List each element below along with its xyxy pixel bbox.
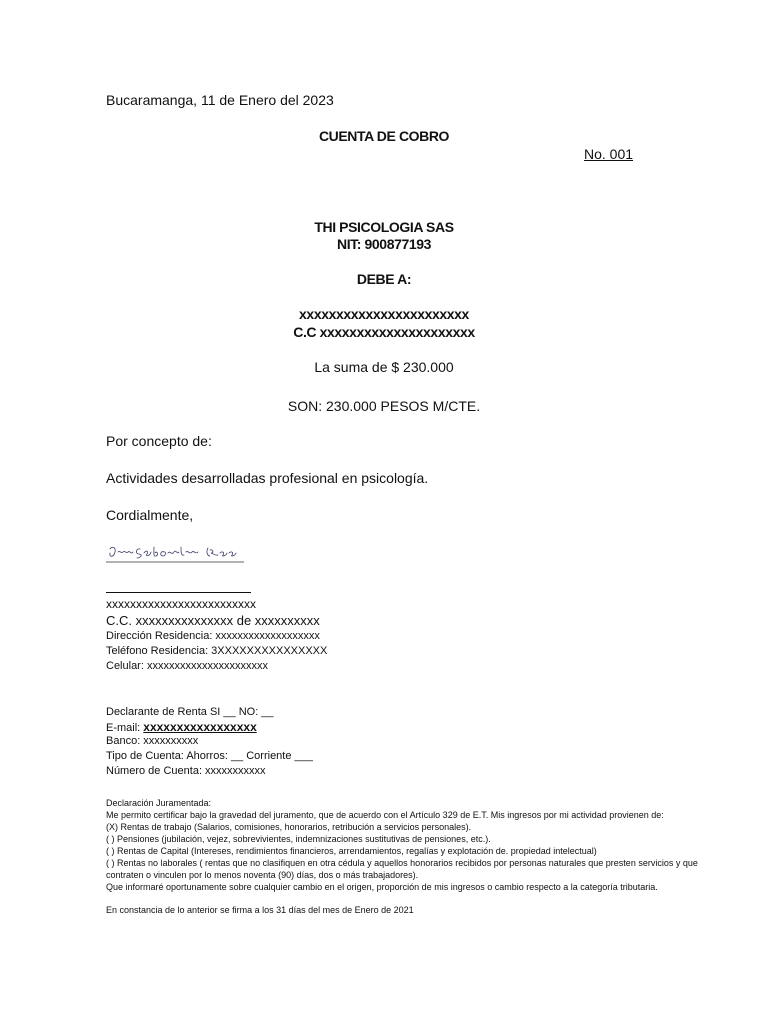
document-title: CUENTA DE COBRO xyxy=(318,128,450,144)
signer-cell: Celular: xxxxxxxxxxxxxxxxxxxxxx xyxy=(106,660,268,672)
concept-label: Por concepto de: xyxy=(106,433,212,449)
signer-cc: C.C. xxxxxxxxxxxxxxx de xxxxxxxxxx xyxy=(106,613,320,628)
declaration-line: contraten o vinculen por lo menos noventa (90) días, dos o más trabajadores). xyxy=(106,870,419,880)
declaration-line: ( ) Rentas no laborales ( rentas que no clasifiquen en otra cédula y aquellos honorarios recibidos por personas naturales que presten servicios y que xyxy=(106,858,698,868)
signer-phone: Teléfono Residencia: 3XXXXXXXXXXXXXXX xyxy=(106,645,328,657)
creditor-cc: C.C xxxxxxxxxxxxxxxxxxxxx xyxy=(293,324,475,340)
declaration-title: Declaración Juramentada: xyxy=(106,798,212,808)
concept-description: Actividades desarrolladas profesional en psicología. xyxy=(106,470,429,486)
amount-sum: La suma de $ 230.000 xyxy=(314,359,454,375)
closing: Cordialmente, xyxy=(106,507,194,523)
creditor-name: xxxxxxxxxxxxxxxxxxxxxxx xyxy=(299,306,469,322)
debtor-name: THI PSICOLOGIA SAS xyxy=(314,219,454,235)
declaration-line: Que informaré oportunamente sobre cualquier cambio en el origen, proporción de mis ingresos o cambio respecto a la categoría tributaria. xyxy=(106,882,658,892)
declaration-line: ( ) Pensiones (jubilación, vejez, sobrevivientes, indemnizaciones sustitutivas de pensiones, etc.). xyxy=(106,834,491,844)
account-number: Número de Cuenta: xxxxxxxxxxx xyxy=(106,765,266,777)
debtor-nit: NIT: 900877193 xyxy=(336,236,432,252)
renta-declarant: Declarante de Renta SI __ NO: __ xyxy=(106,706,274,718)
email-line xyxy=(106,720,257,734)
handwritten-signature xyxy=(104,540,248,568)
signature-line xyxy=(106,592,251,593)
declaration-line: (X) Rentas de trabajo (Salarios, comisiones, honorarios, retribución a servicios personales). xyxy=(106,822,472,832)
place-date: Bucaramanga, 11 de Enero del 2023 xyxy=(106,92,334,108)
signer-name: xxxxxxxxxxxxxxxxxxxxxxxxx xyxy=(106,597,256,611)
declaration-line: Me permito certificar bajo la gravedad del juramento, que de acuerdo con el Artículo 329 de E.T. Mis ingresos por mi actividad provienen de: xyxy=(106,810,664,820)
signer-address: Dirección Residencia: xxxxxxxxxxxxxxxxxxx xyxy=(106,630,320,642)
declaration-footer: En constancia de lo anterior se firma a los 31 días del mes de Enero de 2021 xyxy=(106,905,414,915)
email-label: E-mail: xyxy=(106,722,144,734)
declaration-line: ( ) Rentas de Capital (Intereses, rendimientos financieros, arrendamientos, regalías y explotación de. propiedad intelectual) xyxy=(106,846,597,856)
document-number: No. 001 xyxy=(584,146,634,162)
email-value: xxxxxxxxxxxxxxxxx xyxy=(143,720,257,734)
bank-name: Banco: xxxxxxxxxx xyxy=(106,735,199,747)
debe-a-heading: DEBE A: xyxy=(356,271,412,287)
amount-words: SON: 230.000 PESOS M/CTE. xyxy=(287,398,481,414)
account-type: Tipo de Cuenta: Ahorros: __ Corriente ___ xyxy=(106,750,313,762)
sworn-declaration xyxy=(106,797,706,893)
